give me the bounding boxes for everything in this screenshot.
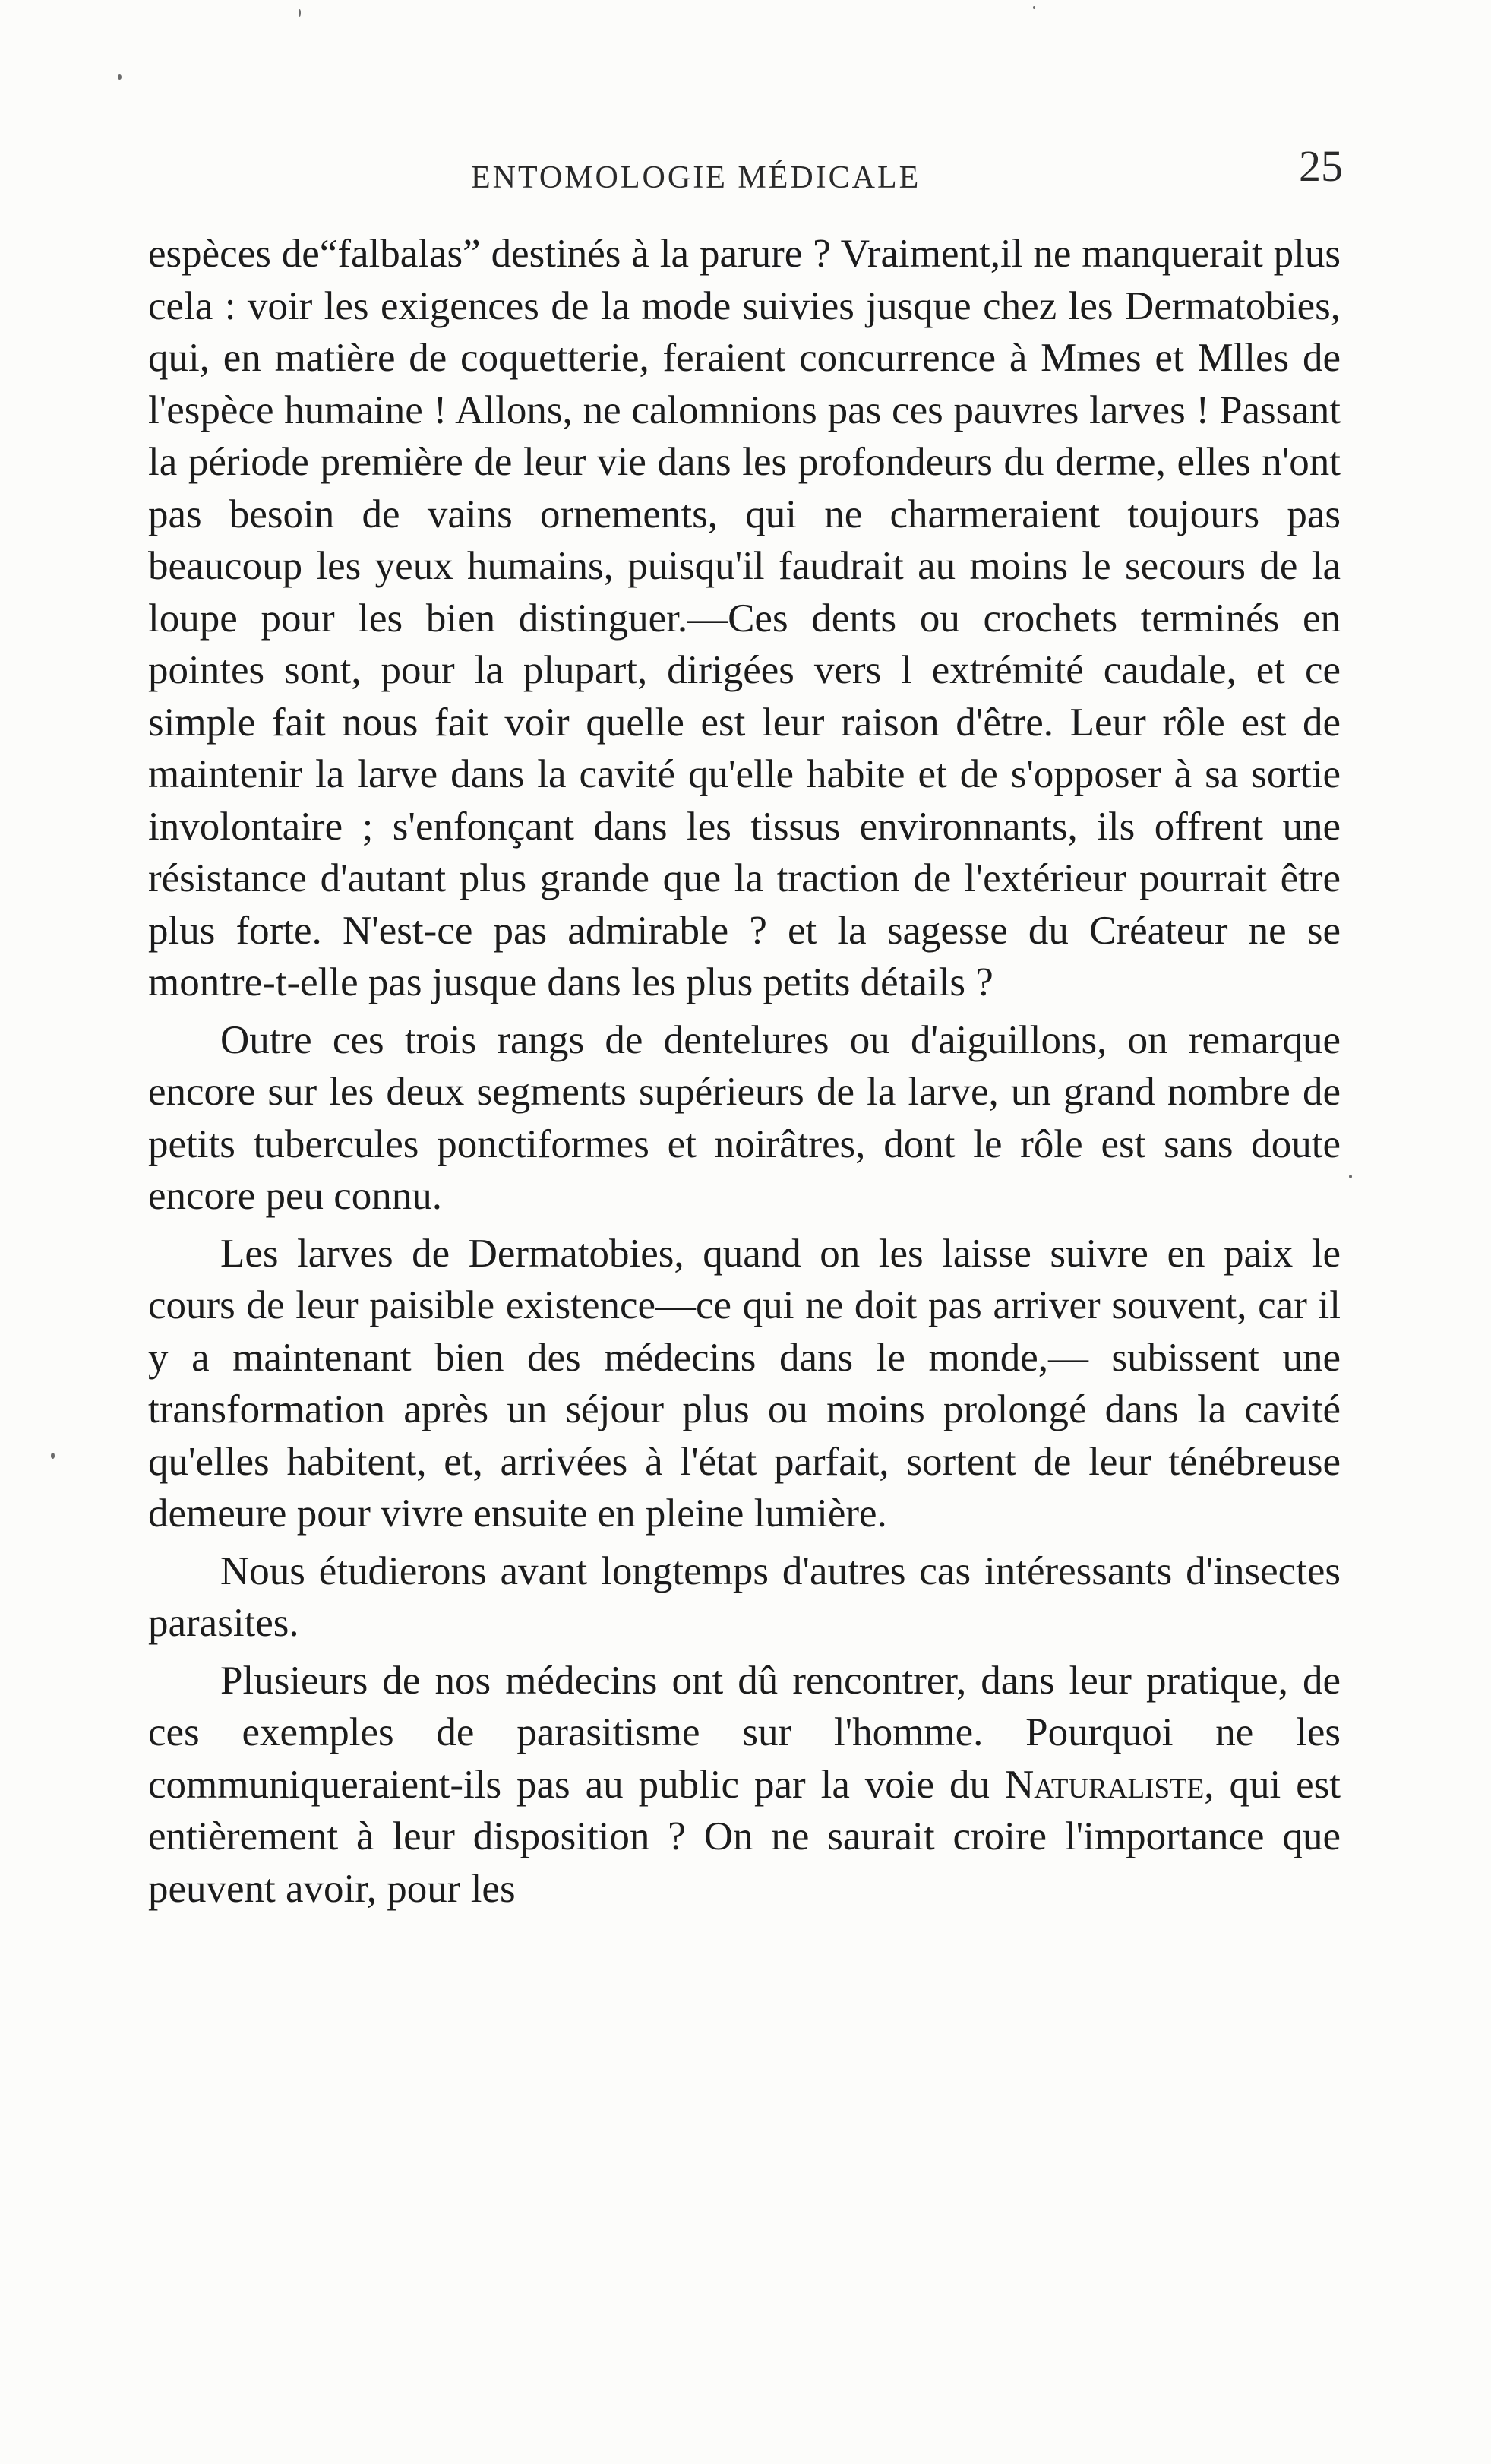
paragraph-5-start: Plusieurs de nos médecins ont dû rencontrer, dans leur pratique, de ces exemples de parasitisme sur l'homme. Pourquoi ne les communiqueraient-ils pas au public par la voie du	[148, 1658, 1341, 1807]
print-speck	[299, 9, 301, 17]
paragraph-3: Les larves de Dermatobies, quand on les laisse suivre en paix le cours de leur paisible existence—ce qui ne doit pas arriver souvent, car il y a maintenant bien des médecins dans le monde,— subissent une transformation après un séjour plus ou moins prolongé dans la cavité qu'elles habitent, et, arrivées à l'état parfait, sortent de leur ténébreuse demeure pour vivre ensuite en pleine lumière.	[148, 1231, 1341, 1536]
paragraph-5-end: , qui est entièrement à leur disposition ? On ne saurait croire l'importance que peuvent avoir, pour les	[148, 1762, 1341, 1911]
running-title: ENTOMOLOGIE MÉDICALE	[471, 160, 921, 195]
paragraph-4: Nous étudierons avant longtemps d'autres cas intéressants d'insectes parasites.	[148, 1548, 1341, 1645]
paragraph-1: espèces de“falbalas” destinés à la parure ? Vraiment,il ne manquerait plus cela : voir les exigences de la mode suivies jusque chez les Dermatobies, qui, en matière de coquetterie, feraient concurrence à Mmes et Mlles de l'espèce humaine ! Allons, ne calomnions pas ces pauvres larves ! Passant la période première de leur vie dans les profondeurs du derme, elles n'ont pas besoin de vains ornements, qui ne charmeraient toujours pas beaucoup les yeux humains, puisqu'il faudrait au moins le secours de la loupe pour les bien distinguer.—Ces dents ou crochets terminés en pointes sont, pour la plupart, dirigées vers l extrémité caudale, et ce simple fait nous fait voir quelle est leur raison d'être. Leur rôle est de maintenir la larve dans la cavité qu'elle habite et de s'opposer à sa sortie involontaire ; s'enfonçant dans les tissus environnants, ils offrent une résistance d'autant plus grande que la traction de l'extérieur pourrait être plus forte. N'est-ce pas admirable ? et la sagesse du Créateur ne se montre-t-elle pas jusque dans les plus petits détails ?	[148, 232, 1341, 1004]
body-text	[148, 228, 1341, 1920]
print-speck	[1033, 6, 1035, 9]
page-number: 25	[1299, 141, 1343, 191]
paragraph-5	[148, 1655, 1341, 1915]
print-speck	[118, 74, 122, 80]
print-speck	[1349, 1175, 1352, 1178]
journal-name: Naturaliste	[1004, 1762, 1205, 1807]
paragraph-2: Outre ces trois rangs de dentelures ou d'aiguillons, on remarque encore sur les deux segments supérieurs de la larve, un grand nombre de petits tubercules ponctiformes et noirâtres, dont le rôle est sans doute encore peu connu.	[148, 1017, 1341, 1218]
print-speck	[51, 1453, 55, 1459]
